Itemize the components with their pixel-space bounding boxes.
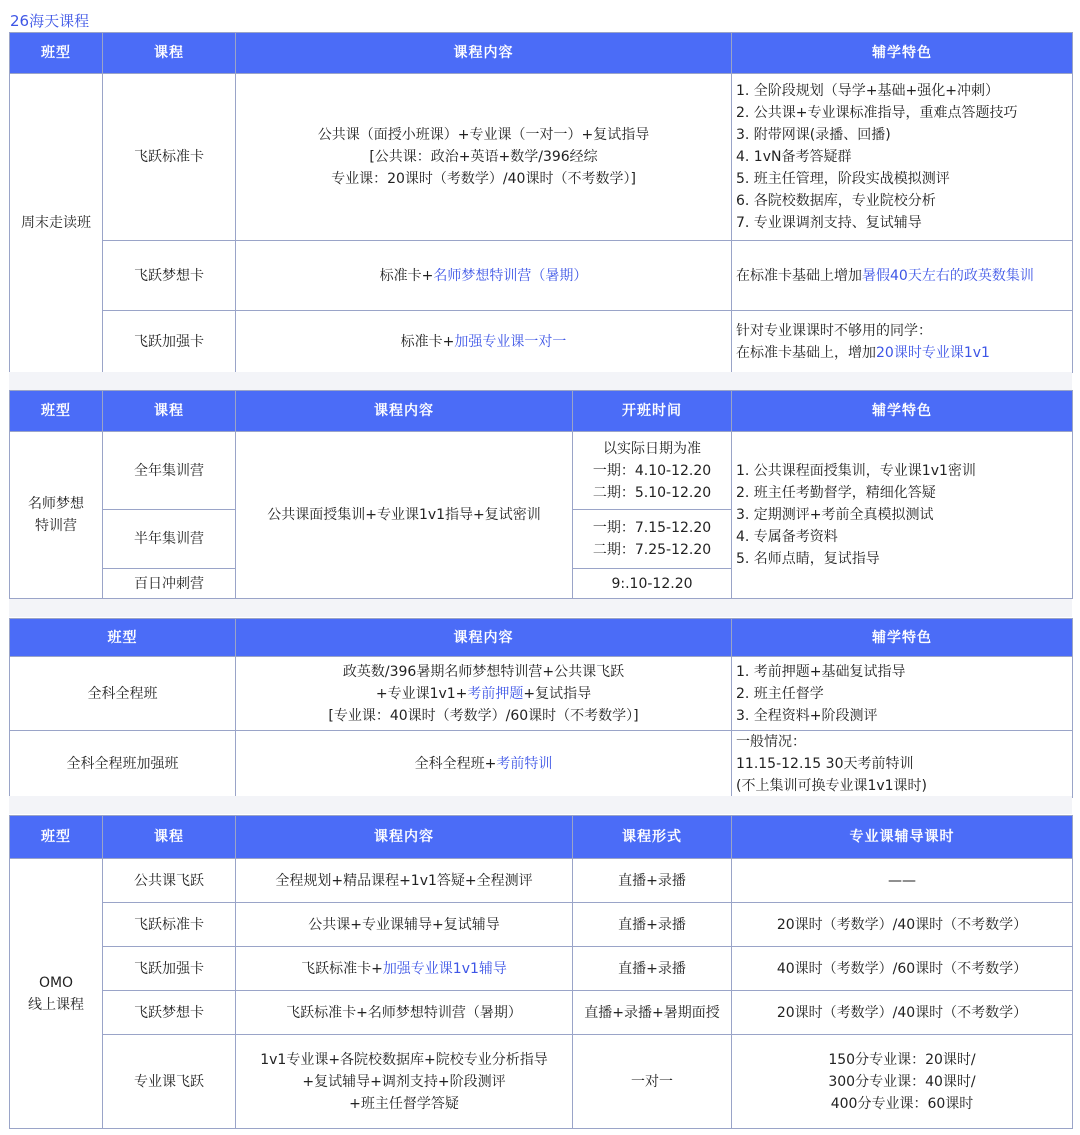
time-line: 一期：7.15-12.20 (592, 520, 712, 536)
feature-item: (不上集训可换专业课1v1课时) (736, 778, 928, 794)
content-line: 专业课：20课时（考数学）/40课时（不考数学）] (331, 171, 636, 187)
time-line: 以实际日期为准 (603, 440, 701, 457)
feature-text: 在标准卡基础上增加 (736, 267, 862, 284)
course-cell: 飞跃加强卡 (103, 311, 236, 373)
features-cell (732, 731, 1073, 798)
table-row (10, 432, 1073, 510)
feature-item: 5. 班主任管理，阶段实战模拟测评 (736, 171, 950, 187)
feature-item: 2. 班主任考勤督学，精细化答疑 (736, 485, 936, 501)
feature-item: 2. 班主任督学 (736, 685, 824, 702)
content-cell (236, 731, 732, 798)
feature-item: 3. 全程资料+阶段测评 (736, 707, 878, 724)
table-header-row (10, 816, 1073, 859)
header-content: 课程内容 (236, 33, 732, 74)
course-cell: 飞跃梦想卡 (103, 991, 236, 1035)
content-text: 标准卡+ (379, 267, 434, 284)
header-hours: 专业课辅导课时 (732, 816, 1073, 859)
content-cell: 公共课面授集训+专业课1v1指导+复试密训 (236, 432, 573, 599)
content-text: 飞跃标准卡+ (301, 960, 383, 977)
hours-cell (732, 1035, 1073, 1129)
table-row (10, 731, 1073, 798)
content-line: 政英数/396暑期名师梦想特训营+公共课飞跃 (342, 663, 625, 680)
content-cell (236, 74, 732, 241)
header-features: 辅学特色 (732, 619, 1073, 657)
content-cell: 飞跃标准卡+名师梦想特训营（暑期） (236, 991, 573, 1035)
time-line: 一期：4.10-12.20 (592, 462, 712, 479)
header-course: 课程 (103, 816, 236, 859)
header-class-type: 班型 (10, 33, 103, 74)
group-cell: 周末走读班 (10, 74, 103, 373)
feature-item: 4. 1vN备考答疑群 (736, 149, 852, 165)
weekend-class-table (9, 32, 1073, 373)
course-cell: 飞跃标准卡 (103, 903, 236, 947)
feature-item: 2. 公共课+专业课标准指导，重难点答题技巧 (736, 105, 1018, 121)
form-cell: 一对一 (573, 1035, 732, 1129)
content-line: +复试辅导+调剂支持+阶段测评 (302, 1073, 506, 1090)
course-cell: 全年集训营 (103, 432, 236, 510)
feature-text: 在标准卡基础上，增加 (736, 344, 876, 361)
table-row (10, 657, 1073, 731)
features-cell (732, 311, 1073, 373)
group-line: 线上课程 (28, 996, 84, 1013)
feature-line (736, 342, 1068, 364)
table-row (10, 311, 1073, 373)
section-divider (9, 372, 1072, 390)
content-text: 全科全程班+ (414, 756, 497, 772)
content-line (240, 683, 727, 705)
form-cell: 直播+录播 (573, 947, 732, 991)
table-row (10, 241, 1073, 311)
content-highlight: 名师梦想特训营（暑期） (433, 267, 588, 284)
hours-cell: 40课时（考数学）/60课时（不考数学） (732, 947, 1073, 991)
type-cell: 全科全程班加强班 (10, 731, 236, 798)
content-line: +班主任督学答疑 (349, 1095, 459, 1112)
hours-line: 400分专业课：60课时 (830, 1095, 974, 1112)
table-row (10, 74, 1073, 241)
course-cell: 飞跃加强卡 (103, 947, 236, 991)
section-divider (9, 599, 1072, 617)
course-cell: 百日冲刺营 (103, 569, 236, 599)
group-cell (10, 859, 103, 1129)
content-cell (236, 311, 732, 373)
header-features: 辅学特色 (732, 33, 1073, 74)
feature-item: 6. 各院校数据库，专业院校分析 (736, 193, 936, 209)
content-cell (236, 657, 732, 731)
omo-online-table (9, 815, 1073, 1129)
feature-item: 3. 定期测评+考前全真模拟测试 (736, 507, 934, 523)
group-line: OMO (38, 974, 74, 991)
form-cell: 直播+录播 (573, 859, 732, 903)
table-header-row (10, 619, 1073, 657)
feature-item: 5. 名师点睛，复试指导 (736, 551, 880, 567)
feature-item: 1. 公共课程面授集训，专业课1v1密训 (736, 463, 976, 479)
features-cell (732, 241, 1073, 311)
time-line: 二期：5.10-12.20 (592, 484, 712, 501)
section-divider (9, 796, 1072, 814)
header-course: 课程 (103, 33, 236, 74)
hours-cell: —— (732, 859, 1073, 903)
table-header-row (10, 391, 1073, 432)
hours-cell: 20课时（考数学）/40课时（不考数学） (732, 903, 1073, 947)
content-highlight: 考前押题 (467, 685, 524, 702)
feature-item: 3. 附带网课(录播、回播) (736, 127, 891, 143)
content-highlight: 加强专业课一对一 (454, 333, 567, 350)
feature-text: 针对专业课课时不够用的同学： (736, 322, 932, 339)
course-cell: 飞跃梦想卡 (103, 241, 236, 311)
course-cell: 专业课飞跃 (103, 1035, 236, 1129)
features-cell (732, 432, 1073, 599)
table-header-row (10, 33, 1073, 74)
header-class-type: 班型 (10, 391, 103, 432)
hours-cell: 20课时（考数学）/40课时（不考数学） (732, 991, 1073, 1035)
header-features: 辅学特色 (732, 391, 1073, 432)
content-cell (236, 241, 732, 311)
group-cell (10, 432, 103, 599)
content-text: 标准卡+ (400, 333, 455, 350)
content-cell (236, 947, 573, 991)
content-line: 公共课（面授小班课）+专业课（一对一）+复试指导 (317, 127, 650, 143)
content-line: 1v1专业课+各院校数据库+院校专业分析指导 (260, 1051, 548, 1068)
header-start-time: 开班时间 (573, 391, 732, 432)
table-row (10, 1035, 1073, 1129)
course-cell: 公共课飞跃 (103, 859, 236, 903)
feature-item: 1. 考前押题+基础复试指导 (736, 663, 906, 680)
course-cell: 飞跃标准卡 (103, 74, 236, 241)
feature-item: 7. 专业课调剂支持、复试辅导 (736, 215, 922, 231)
header-content: 课程内容 (236, 816, 573, 859)
feature-item: 11.15-12.15 30天考前特训 (736, 756, 914, 772)
group-line: 特训营 (35, 518, 77, 534)
features-cell (732, 74, 1073, 241)
header-content: 课程内容 (236, 391, 573, 432)
content-line: [公共课：政治+英语+数学/396经综 (369, 149, 598, 165)
time-cell (573, 510, 732, 569)
time-line: 二期：7.25-12.20 (592, 542, 712, 558)
header-class-type: 班型 (10, 619, 236, 657)
table-row (10, 903, 1073, 947)
header-form: 课程形式 (573, 816, 732, 859)
header-course: 课程 (103, 391, 236, 432)
feature-highlight: 暑假40天左右的政英数集训 (862, 267, 1034, 284)
content-line: [专业课：40课时（考数学）/60课时（不考数学）] (328, 707, 639, 724)
course-cell: 半年集训营 (103, 510, 236, 569)
content-cell (236, 1035, 573, 1129)
full-program-table (9, 618, 1073, 798)
time-cell (573, 432, 732, 510)
table-row (10, 991, 1073, 1035)
page-title: 26海天课程 (10, 12, 90, 30)
features-cell (732, 657, 1073, 731)
content-text: +专业课1v1+ (375, 685, 468, 702)
hours-line: 150分专业课：20课时/ (828, 1051, 976, 1068)
group-line: 名师梦想 (28, 496, 84, 512)
feature-highlight: 20课时专业课1v1 (876, 344, 990, 361)
form-cell: 直播+录播 (573, 903, 732, 947)
time-cell: 9:.10-12.20 (573, 569, 732, 599)
content-cell: 公共课+专业课辅导+复试辅导 (236, 903, 573, 947)
header-content: 课程内容 (236, 619, 732, 657)
content-highlight: 加强专业课1v1辅导 (382, 960, 507, 977)
content-cell: 全程规划+精品课程+1v1答疑+全程测评 (236, 859, 573, 903)
form-cell: 直播+录播+暑期面授 (573, 991, 732, 1035)
hours-line: 300分专业课：40课时/ (828, 1073, 976, 1090)
table-row (10, 947, 1073, 991)
content-text: +复试指导 (523, 685, 592, 702)
feature-item: 1. 全阶段规划（导学+基础+强化+冲刺） (736, 83, 999, 99)
table-row (10, 859, 1073, 903)
header-class-type: 班型 (10, 816, 103, 859)
feature-item: 一般情况： (736, 734, 806, 750)
master-camp-table (9, 390, 1073, 599)
type-cell: 全科全程班 (10, 657, 236, 731)
feature-item: 4. 专属备考资料 (736, 529, 838, 545)
content-highlight: 考前特训 (496, 756, 553, 772)
